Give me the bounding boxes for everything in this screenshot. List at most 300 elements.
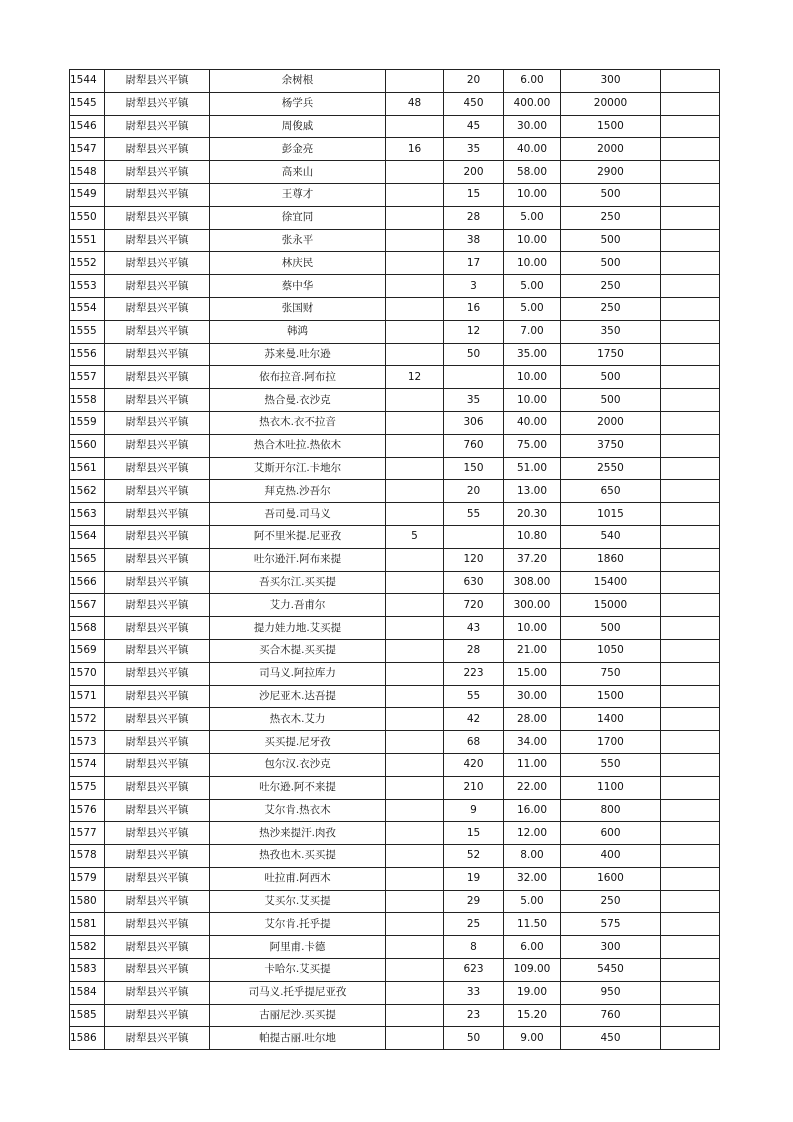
empty-cell	[661, 571, 720, 594]
table-row	[70, 115, 720, 138]
table-row	[70, 822, 720, 845]
row-number: 1546	[70, 115, 105, 138]
table-row	[70, 1027, 720, 1050]
township-cell: 尉犁县兴平镇	[105, 639, 210, 662]
row-number: 1553	[70, 275, 105, 298]
column-b-cell: 50	[444, 1027, 504, 1050]
name-cell: 帕提古丽.吐尔地	[210, 1027, 386, 1050]
row-number: 1550	[70, 206, 105, 229]
column-c-cell: 75.00	[504, 434, 561, 457]
column-d-cell: 500	[561, 366, 661, 389]
empty-cell	[661, 480, 720, 503]
column-d-cell: 300	[561, 936, 661, 959]
name-cell: 吐拉甫.阿西木	[210, 867, 386, 890]
column-b-cell: 150	[444, 457, 504, 480]
column-c-cell: 6.00	[504, 70, 561, 93]
row-number: 1551	[70, 229, 105, 252]
name-cell: 杨学兵	[210, 92, 386, 115]
column-a-cell	[386, 297, 444, 320]
township-cell: 尉犁县兴平镇	[105, 662, 210, 685]
row-number: 1565	[70, 548, 105, 571]
empty-cell	[661, 161, 720, 184]
column-d-cell: 750	[561, 662, 661, 685]
column-d-cell: 650	[561, 480, 661, 503]
column-c-cell: 19.00	[504, 981, 561, 1004]
column-a-cell	[386, 1027, 444, 1050]
empty-cell	[661, 822, 720, 845]
row-number: 1560	[70, 434, 105, 457]
table-row	[70, 594, 720, 617]
township-cell: 尉犁县兴平镇	[105, 776, 210, 799]
table-row	[70, 753, 720, 776]
column-a-cell	[386, 845, 444, 868]
table-row	[70, 845, 720, 868]
column-d-cell: 500	[561, 389, 661, 412]
table-row	[70, 936, 720, 959]
column-a-cell	[386, 343, 444, 366]
name-cell: 周俊戚	[210, 115, 386, 138]
name-cell: 蔡中华	[210, 275, 386, 298]
row-number: 1549	[70, 183, 105, 206]
township-cell: 尉犁县兴平镇	[105, 366, 210, 389]
row-number: 1544	[70, 70, 105, 93]
column-b-cell: 55	[444, 503, 504, 526]
column-d-cell: 300	[561, 70, 661, 93]
township-cell: 尉犁县兴平镇	[105, 753, 210, 776]
column-a-cell	[386, 206, 444, 229]
column-d-cell: 1750	[561, 343, 661, 366]
column-c-cell: 37.20	[504, 548, 561, 571]
township-cell: 尉犁县兴平镇	[105, 434, 210, 457]
township-cell: 尉犁县兴平镇	[105, 503, 210, 526]
name-cell: 司马义.托乎提尼亚孜	[210, 981, 386, 1004]
table-row	[70, 776, 720, 799]
column-a-cell	[386, 822, 444, 845]
column-d-cell: 2900	[561, 161, 661, 184]
township-cell: 尉犁县兴平镇	[105, 867, 210, 890]
row-number: 1586	[70, 1027, 105, 1050]
township-cell: 尉犁县兴平镇	[105, 229, 210, 252]
column-d-cell: 1400	[561, 708, 661, 731]
table-row	[70, 503, 720, 526]
row-number: 1576	[70, 799, 105, 822]
column-b-cell: 20	[444, 70, 504, 93]
column-b-cell: 450	[444, 92, 504, 115]
column-c-cell: 51.00	[504, 457, 561, 480]
column-d-cell: 2000	[561, 138, 661, 161]
empty-cell	[661, 70, 720, 93]
township-cell: 尉犁县兴平镇	[105, 343, 210, 366]
column-d-cell: 3750	[561, 434, 661, 457]
empty-cell	[661, 594, 720, 617]
column-b-cell: 19	[444, 867, 504, 890]
empty-cell	[661, 525, 720, 548]
row-number: 1555	[70, 320, 105, 343]
township-cell: 尉犁县兴平镇	[105, 799, 210, 822]
column-a-cell	[386, 753, 444, 776]
column-d-cell: 15400	[561, 571, 661, 594]
column-b-cell: 38	[444, 229, 504, 252]
empty-cell	[661, 183, 720, 206]
column-d-cell: 250	[561, 206, 661, 229]
column-c-cell: 13.00	[504, 480, 561, 503]
name-cell: 司马义.阿拉库力	[210, 662, 386, 685]
column-b-cell: 200	[444, 161, 504, 184]
column-c-cell: 30.00	[504, 115, 561, 138]
township-cell: 尉犁县兴平镇	[105, 320, 210, 343]
empty-cell	[661, 776, 720, 799]
column-c-cell: 5.00	[504, 297, 561, 320]
name-cell: 彭金亮	[210, 138, 386, 161]
name-cell: 热合木吐拉.热依木	[210, 434, 386, 457]
table-row	[70, 411, 720, 434]
table-row	[70, 731, 720, 754]
column-d-cell: 350	[561, 320, 661, 343]
row-number: 1552	[70, 252, 105, 275]
column-d-cell: 450	[561, 1027, 661, 1050]
township-cell: 尉犁县兴平镇	[105, 1004, 210, 1027]
name-cell: 艾尔肯.托乎提	[210, 913, 386, 936]
row-number: 1558	[70, 389, 105, 412]
row-number: 1568	[70, 617, 105, 640]
column-c-cell: 300.00	[504, 594, 561, 617]
township-cell: 尉犁县兴平镇	[105, 617, 210, 640]
column-c-cell: 20.30	[504, 503, 561, 526]
column-a-cell	[386, 457, 444, 480]
column-d-cell: 500	[561, 252, 661, 275]
township-cell: 尉犁县兴平镇	[105, 389, 210, 412]
table-row	[70, 480, 720, 503]
name-cell: 买买提.尼牙孜	[210, 731, 386, 754]
column-c-cell: 5.00	[504, 206, 561, 229]
column-c-cell: 11.00	[504, 753, 561, 776]
column-d-cell: 20000	[561, 92, 661, 115]
empty-cell	[661, 662, 720, 685]
empty-cell	[661, 92, 720, 115]
table-row	[70, 183, 720, 206]
table-row	[70, 799, 720, 822]
township-cell: 尉犁县兴平镇	[105, 115, 210, 138]
column-c-cell: 400.00	[504, 92, 561, 115]
column-c-cell: 5.00	[504, 275, 561, 298]
township-cell: 尉犁县兴平镇	[105, 480, 210, 503]
row-number: 1563	[70, 503, 105, 526]
township-cell: 尉犁县兴平镇	[105, 457, 210, 480]
column-c-cell: 34.00	[504, 731, 561, 754]
table-row	[70, 320, 720, 343]
column-b-cell: 43	[444, 617, 504, 640]
table-row	[70, 548, 720, 571]
column-c-cell: 16.00	[504, 799, 561, 822]
row-number: 1547	[70, 138, 105, 161]
township-cell: 尉犁县兴平镇	[105, 548, 210, 571]
name-cell: 阿不里米提.尼亚孜	[210, 525, 386, 548]
column-a-cell	[386, 229, 444, 252]
table-row	[70, 571, 720, 594]
empty-cell	[661, 320, 720, 343]
row-number: 1579	[70, 867, 105, 890]
empty-cell	[661, 1004, 720, 1027]
township-cell: 尉犁县兴平镇	[105, 70, 210, 93]
table-row	[70, 252, 720, 275]
row-number: 1561	[70, 457, 105, 480]
column-a-cell	[386, 480, 444, 503]
column-c-cell: 5.00	[504, 890, 561, 913]
column-c-cell: 22.00	[504, 776, 561, 799]
column-b-cell: 50	[444, 343, 504, 366]
column-b-cell: 29	[444, 890, 504, 913]
empty-cell	[661, 799, 720, 822]
column-b-cell: 16	[444, 297, 504, 320]
table-row	[70, 297, 720, 320]
column-b-cell: 120	[444, 548, 504, 571]
column-d-cell: 1050	[561, 639, 661, 662]
row-number: 1557	[70, 366, 105, 389]
empty-cell	[661, 252, 720, 275]
column-c-cell: 10.00	[504, 389, 561, 412]
column-c-cell: 10.80	[504, 525, 561, 548]
column-b-cell: 25	[444, 913, 504, 936]
township-cell: 尉犁县兴平镇	[105, 981, 210, 1004]
column-b-cell: 28	[444, 206, 504, 229]
table-row	[70, 708, 720, 731]
township-cell: 尉犁县兴平镇	[105, 890, 210, 913]
column-a-cell	[386, 776, 444, 799]
column-b-cell	[444, 525, 504, 548]
column-a-cell	[386, 662, 444, 685]
column-b-cell: 15	[444, 183, 504, 206]
column-a-cell	[386, 571, 444, 594]
column-c-cell: 15.20	[504, 1004, 561, 1027]
column-c-cell: 109.00	[504, 959, 561, 982]
column-a-cell: 5	[386, 525, 444, 548]
subsidy-table	[69, 69, 720, 1050]
column-a-cell: 12	[386, 366, 444, 389]
row-number: 1580	[70, 890, 105, 913]
name-cell: 热衣木.衣不拉音	[210, 411, 386, 434]
column-a-cell	[386, 959, 444, 982]
column-b-cell: 33	[444, 981, 504, 1004]
column-d-cell: 1100	[561, 776, 661, 799]
name-cell: 沙尼亚木.达吾提	[210, 685, 386, 708]
column-d-cell: 1600	[561, 867, 661, 890]
row-number: 1554	[70, 297, 105, 320]
table-row	[70, 161, 720, 184]
empty-cell	[661, 639, 720, 662]
column-d-cell: 600	[561, 822, 661, 845]
column-c-cell: 10.00	[504, 252, 561, 275]
empty-cell	[661, 411, 720, 434]
name-cell: 张永平	[210, 229, 386, 252]
column-b-cell: 17	[444, 252, 504, 275]
column-c-cell: 10.00	[504, 366, 561, 389]
table-row	[70, 959, 720, 982]
table-row	[70, 70, 720, 93]
table-row	[70, 229, 720, 252]
column-c-cell: 11.50	[504, 913, 561, 936]
column-a-cell	[386, 183, 444, 206]
column-d-cell: 15000	[561, 594, 661, 617]
name-cell: 张国财	[210, 297, 386, 320]
column-a-cell	[386, 708, 444, 731]
column-d-cell: 1015	[561, 503, 661, 526]
column-b-cell: 9	[444, 799, 504, 822]
column-b-cell: 15	[444, 822, 504, 845]
empty-cell	[661, 959, 720, 982]
township-cell: 尉犁县兴平镇	[105, 252, 210, 275]
row-number: 1581	[70, 913, 105, 936]
column-b-cell: 623	[444, 959, 504, 982]
column-b-cell: 306	[444, 411, 504, 434]
empty-cell	[661, 389, 720, 412]
column-b-cell: 68	[444, 731, 504, 754]
column-b-cell: 35	[444, 389, 504, 412]
column-d-cell: 575	[561, 913, 661, 936]
name-cell: 韩鸿	[210, 320, 386, 343]
table-row	[70, 206, 720, 229]
empty-cell	[661, 890, 720, 913]
table-row	[70, 685, 720, 708]
column-d-cell: 2000	[561, 411, 661, 434]
township-cell: 尉犁县兴平镇	[105, 571, 210, 594]
name-cell: 提力娃力地.艾买提	[210, 617, 386, 640]
township-cell: 尉犁县兴平镇	[105, 913, 210, 936]
name-cell: 徐宜同	[210, 206, 386, 229]
name-cell: 包尔汉.衣沙克	[210, 753, 386, 776]
name-cell: 买合木提.买买提	[210, 639, 386, 662]
name-cell: 古丽尼沙.买买提	[210, 1004, 386, 1027]
column-a-cell	[386, 981, 444, 1004]
empty-cell	[661, 708, 720, 731]
row-number: 1567	[70, 594, 105, 617]
township-cell: 尉犁县兴平镇	[105, 275, 210, 298]
township-cell: 尉犁县兴平镇	[105, 708, 210, 731]
column-c-cell: 21.00	[504, 639, 561, 662]
column-a-cell	[386, 913, 444, 936]
row-number: 1574	[70, 753, 105, 776]
name-cell: 苏来曼.吐尔逊	[210, 343, 386, 366]
column-a-cell	[386, 503, 444, 526]
column-a-cell	[386, 731, 444, 754]
column-d-cell: 500	[561, 617, 661, 640]
empty-cell	[661, 297, 720, 320]
column-c-cell: 8.00	[504, 845, 561, 868]
column-c-cell: 28.00	[504, 708, 561, 731]
township-cell: 尉犁县兴平镇	[105, 411, 210, 434]
column-d-cell: 250	[561, 275, 661, 298]
name-cell: 热孜也木.买买提	[210, 845, 386, 868]
column-d-cell: 950	[561, 981, 661, 1004]
empty-cell	[661, 206, 720, 229]
name-cell: 高来山	[210, 161, 386, 184]
empty-cell	[661, 343, 720, 366]
row-number: 1578	[70, 845, 105, 868]
column-a-cell	[386, 275, 444, 298]
column-d-cell: 5450	[561, 959, 661, 982]
name-cell: 热衣木.艾力	[210, 708, 386, 731]
township-cell: 尉犁县兴平镇	[105, 685, 210, 708]
table-row	[70, 366, 720, 389]
row-number: 1569	[70, 639, 105, 662]
table-row	[70, 1004, 720, 1027]
name-cell: 艾尔肯.热衣木	[210, 799, 386, 822]
column-b-cell: 52	[444, 845, 504, 868]
column-d-cell: 2550	[561, 457, 661, 480]
table-row	[70, 343, 720, 366]
empty-cell	[661, 366, 720, 389]
row-number: 1585	[70, 1004, 105, 1027]
row-number: 1559	[70, 411, 105, 434]
row-number: 1575	[70, 776, 105, 799]
column-a-cell: 48	[386, 92, 444, 115]
column-a-cell	[386, 434, 444, 457]
name-cell: 热合曼.衣沙克	[210, 389, 386, 412]
column-c-cell: 58.00	[504, 161, 561, 184]
column-a-cell	[386, 685, 444, 708]
township-cell: 尉犁县兴平镇	[105, 92, 210, 115]
column-c-cell: 12.00	[504, 822, 561, 845]
column-b-cell: 210	[444, 776, 504, 799]
township-cell: 尉犁县兴平镇	[105, 297, 210, 320]
column-c-cell: 308.00	[504, 571, 561, 594]
name-cell: 吐尔逊汗.阿布来提	[210, 548, 386, 571]
column-d-cell: 250	[561, 890, 661, 913]
table-row	[70, 275, 720, 298]
row-number: 1545	[70, 92, 105, 115]
empty-cell	[661, 138, 720, 161]
column-a-cell	[386, 548, 444, 571]
row-number: 1566	[70, 571, 105, 594]
column-c-cell: 35.00	[504, 343, 561, 366]
column-a-cell	[386, 161, 444, 184]
township-cell: 尉犁县兴平镇	[105, 845, 210, 868]
table-row	[70, 913, 720, 936]
column-c-cell: 15.00	[504, 662, 561, 685]
row-number: 1573	[70, 731, 105, 754]
column-c-cell: 10.00	[504, 617, 561, 640]
table-row	[70, 457, 720, 480]
township-cell: 尉犁县兴平镇	[105, 138, 210, 161]
table-row	[70, 92, 720, 115]
name-cell: 艾买尔.艾买提	[210, 890, 386, 913]
row-number: 1577	[70, 822, 105, 845]
row-number: 1562	[70, 480, 105, 503]
table-body	[70, 70, 720, 1050]
table-row	[70, 389, 720, 412]
column-b-cell: 35	[444, 138, 504, 161]
table-row	[70, 890, 720, 913]
column-d-cell: 550	[561, 753, 661, 776]
township-cell: 尉犁县兴平镇	[105, 1027, 210, 1050]
column-b-cell: 420	[444, 753, 504, 776]
township-cell: 尉犁县兴平镇	[105, 959, 210, 982]
column-b-cell: 23	[444, 1004, 504, 1027]
name-cell: 吾买尔江.买买提	[210, 571, 386, 594]
column-a-cell	[386, 890, 444, 913]
table-row	[70, 639, 720, 662]
column-b-cell: 760	[444, 434, 504, 457]
township-cell: 尉犁县兴平镇	[105, 731, 210, 754]
empty-cell	[661, 115, 720, 138]
township-cell: 尉犁县兴平镇	[105, 183, 210, 206]
column-a-cell	[386, 617, 444, 640]
empty-cell	[661, 753, 720, 776]
column-b-cell: 12	[444, 320, 504, 343]
column-b-cell: 55	[444, 685, 504, 708]
name-cell: 依布拉音.阿布拉	[210, 366, 386, 389]
empty-cell	[661, 981, 720, 1004]
column-b-cell: 20	[444, 480, 504, 503]
